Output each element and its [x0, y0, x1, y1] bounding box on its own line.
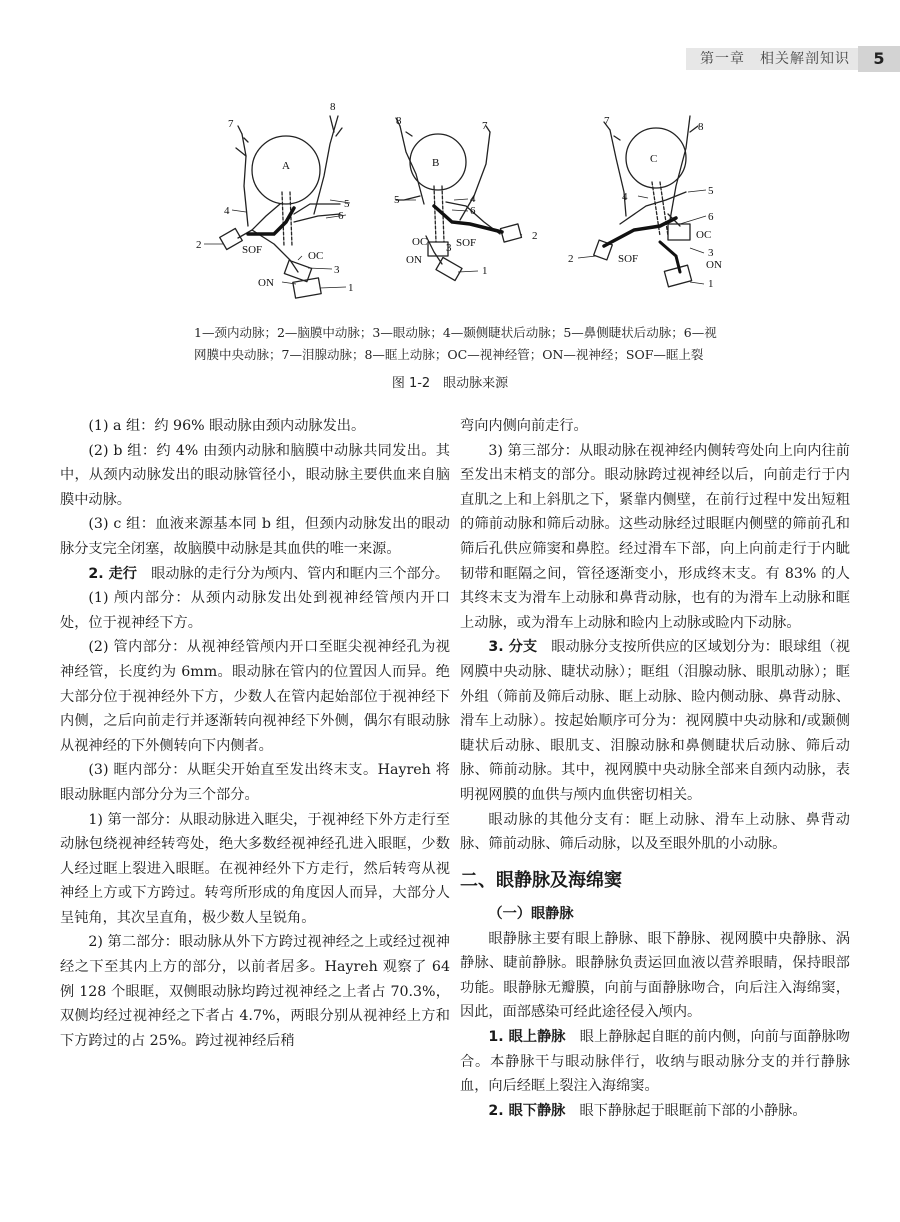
label-1-a: 1	[348, 282, 354, 294]
label-8-a: 8	[330, 101, 336, 113]
paragraph-heading: 1. 眼上静脉	[488, 1029, 566, 1046]
figure-legend	[194, 322, 734, 366]
label-4-a: 4	[224, 205, 230, 217]
figure-drawing	[190, 96, 730, 306]
paragraph: (2) b 组：约 4% 由颈内动脉和脑膜中动脉共同发出。其中，从颈内动脉发出的眼动脉管径小，眼动脉主要供血来自脑膜中动脉。	[60, 442, 450, 508]
label-5-b: 5	[394, 194, 400, 206]
label-1-b: 1	[482, 265, 488, 277]
mma-stub-a	[220, 228, 243, 249]
label-on-a: ON	[258, 277, 274, 289]
paragraph-heading: 2. 走行	[88, 565, 137, 582]
figure-ophthalmic-artery-origin	[190, 96, 730, 306]
label-7-b: 7	[482, 120, 488, 132]
label-sof-c: SOF	[618, 253, 639, 265]
label-4-b: 4	[470, 193, 476, 205]
label-oc-c: OC	[696, 229, 712, 241]
label-on-c: ON	[706, 259, 722, 271]
chapter-title: 第一章 相关解剖知识	[700, 51, 850, 67]
paragraph: (1) 颅内部分：从颈内动脉发出处到视神经管颅内开口处，位于视神经下方。	[60, 590, 450, 631]
label-on-b: ON	[406, 254, 422, 266]
supraorbital-artery-c	[670, 116, 690, 220]
label-3-b: 3	[446, 242, 452, 254]
label-7-c: 7	[604, 115, 610, 127]
label-6-b: 6	[470, 205, 476, 217]
label-6-c: 6	[708, 211, 714, 223]
ophthalmic-stub-c	[668, 224, 690, 240]
paragraph: 1) 第一部分：从眼动脉进入眶尖，于视神经下外方走行至动脉包绕视神经转弯处，绝大多数经视神经孔进入眼眶，少数人经过眶上裂进入眼眶。在视神经外下方走行，然后转弯从视神经上方或下方跨过。转弯所形成的角度因人而异，大部分人呈钝角，其次呈直角，极少数人呈锐角。	[60, 811, 450, 926]
mma-stub-b	[500, 224, 521, 242]
left-column	[60, 414, 450, 1053]
label-oc-a: OC	[308, 250, 324, 262]
paragraph: 1. 眼上静脉 眼上静脉起自眶的前内侧，向前与面静脉吻合。本静脉干与眼动脉伴行，收纳与眼动脉分支的并行静脉血，向后经眶上裂注入海绵窦。	[460, 1029, 850, 1095]
label-5-a: 5	[344, 198, 350, 210]
paragraph-continuation: 弯向内侧向前走行。	[460, 418, 588, 434]
paragraph: 3) 第三部分：从眼动脉在视神经内侧转弯处向上向内往前至发出末梢支的部分。眼动脉跨过视神经以后，向前走行于内直肌之上和上斜肌之下，紧靠内侧壁，在前行过程中发出短粗的筛前动脉和筛后动脉。这些动脉经过眼眶内侧壁的筛前孔和筛后孔供应筛窦和鼻腔。经过滑车下部，向上向前走行于内眦韧带和眶隔之间，管径逐渐变小，形成终末支。有 83% 的人其终末支为滑车上动脉和鼻背动脉，也有的为滑车上动脉和眶上动脉，或为滑车上动脉和睑内上动脉或睑内下动脉。	[460, 442, 850, 631]
label-3-c: 3	[708, 247, 714, 259]
paragraph: (1) a 组：约 96% 眼动脉由颈内动脉发出。	[88, 418, 366, 434]
label-oc-b: OC	[412, 236, 428, 248]
label-8-c: 8	[698, 121, 704, 133]
label-6-a: 6	[338, 210, 344, 222]
label-2-b: 2	[532, 230, 538, 242]
ophthalmic-stub-b	[428, 242, 448, 256]
panel-label-a: A	[282, 160, 290, 172]
paragraph: 眼静脉主要有眼上静脉、眼下静脉、视网膜中央静脉、涡静脉、睫前静脉。眼静脉负责运回血液以营养眼睛，保持眼部功能。眼静脉无瓣膜，向前与面静脉吻合，向后注入海绵窦，因此，面部感染可经此途径侵入颅内。	[460, 930, 850, 1021]
label-4-c: 4	[622, 191, 628, 203]
lacrimal-artery-c	[610, 130, 626, 216]
label-5-c: 5	[708, 185, 714, 197]
section-title: 二、眼静脉及海绵窦	[460, 869, 622, 891]
label-sof-a: SOF	[242, 244, 263, 256]
figure-legend-line-1: 1—颈内动脉；2—脑膜中动脉；3—眼动脉；4—颞侧睫状后动脉；5—鼻侧睫状后动脉；6—视	[194, 325, 717, 340]
supraorbital-branches-a	[330, 116, 342, 136]
paragraph: 2. 走行 眼动脉的走行分为颅内、管内和眶内三个部分。	[88, 565, 450, 582]
panel-label-c: C	[650, 153, 658, 165]
right-column	[460, 414, 850, 1123]
paragraph: 3. 分支 眼动脉分支按所供应的区域划分为：眼球组（视网膜中央动脉、睫状动脉）；眶组（泪腺动脉、眼肌动脉）；眶外组（筛前及筛后动脉、眶上动脉、睑内侧动脉、鼻背动脉、滑车上动脉）。按起始顺序可分为：视网膜中央动脉和/或颞侧睫状后动脉、眼肌支、泪腺动脉和鼻侧睫状后动脉、筛后动脉、筛前动脉。其中，视网膜中央动脉全部来自颈内动脉，表明视网膜的血供与颅内血供密切相关。	[460, 639, 850, 803]
figure-legend-line-2: 网膜中央动脉；7—泪腺动脉；8—眶上动脉；OC—视神经管；ON—视神经；SOF—眶上裂	[194, 347, 704, 362]
paragraph: 2) 第二部分：眼动脉从外下方跨过视神经之上或经过视神经之下至其内上方的部分，以前者居多。Hayreh 观察了 64 例 128 个眼眶，双侧眼动脉均跨过视神经之上者占 70.3%，双侧均经过视神经之下者占 4.7%，两眼分别从视神经上方和下方跨过的占 25%。跨过视神经后稍	[60, 934, 450, 1049]
label-3-a: 3	[334, 264, 340, 276]
lacrimal-branches-a	[236, 126, 248, 156]
paragraph: 2. 眼下静脉 眼下静脉起于眼眶前下部的小静脉。	[488, 1102, 807, 1119]
subsection-title: （一）眼静脉	[488, 905, 574, 922]
paragraph: (3) c 组：血液来源基本同 b 组，但颈内动脉发出的眼动脉分支完全闭塞，故脑膜中动脉是其血供的唯一来源。	[60, 516, 450, 557]
paragraph: 眼动脉的其他分支有：眶上动脉、滑车上动脉、鼻背动脉、筛前动脉、筛后动脉，以及至眼外肌的小动脉。	[460, 811, 850, 853]
label-8-b: 8	[396, 115, 402, 127]
label-7-a: 7	[228, 118, 234, 130]
paragraph-heading: 2. 眼下静脉	[488, 1102, 566, 1119]
label-sof-b: SOF	[456, 237, 477, 249]
panel-label-b: B	[432, 157, 440, 169]
figure-caption: 图 1-2 眼动脉来源	[391, 376, 509, 391]
label-2-a: 2	[196, 239, 202, 251]
paragraph-heading: 3. 分支	[488, 639, 538, 656]
supraorbital-artery-b	[400, 126, 424, 204]
page-number: 5	[858, 46, 900, 72]
label-1-c: 1	[708, 278, 714, 290]
supraorbital-artery-a	[314, 116, 338, 214]
paragraph: (2) 管内部分：从视神经管颅内开口至眶尖视神经孔为视神经管，长度约为 6mm。眼动脉在管内的位置因人而异。绝大部分位于视神经外下方，少数人在管内起始部位于视神经下内侧，之后向前走行并逐渐转向视神经下外侧，偶尔有眼动脉从视神经的下外侧转向下内侧者。	[60, 639, 450, 754]
paragraph: (3) 眶内部分：从眶尖开始直至发出终末支。Hayreh 将眼动脉眶内部分分为三个部分。	[60, 762, 450, 803]
label-2-c: 2	[568, 253, 574, 265]
